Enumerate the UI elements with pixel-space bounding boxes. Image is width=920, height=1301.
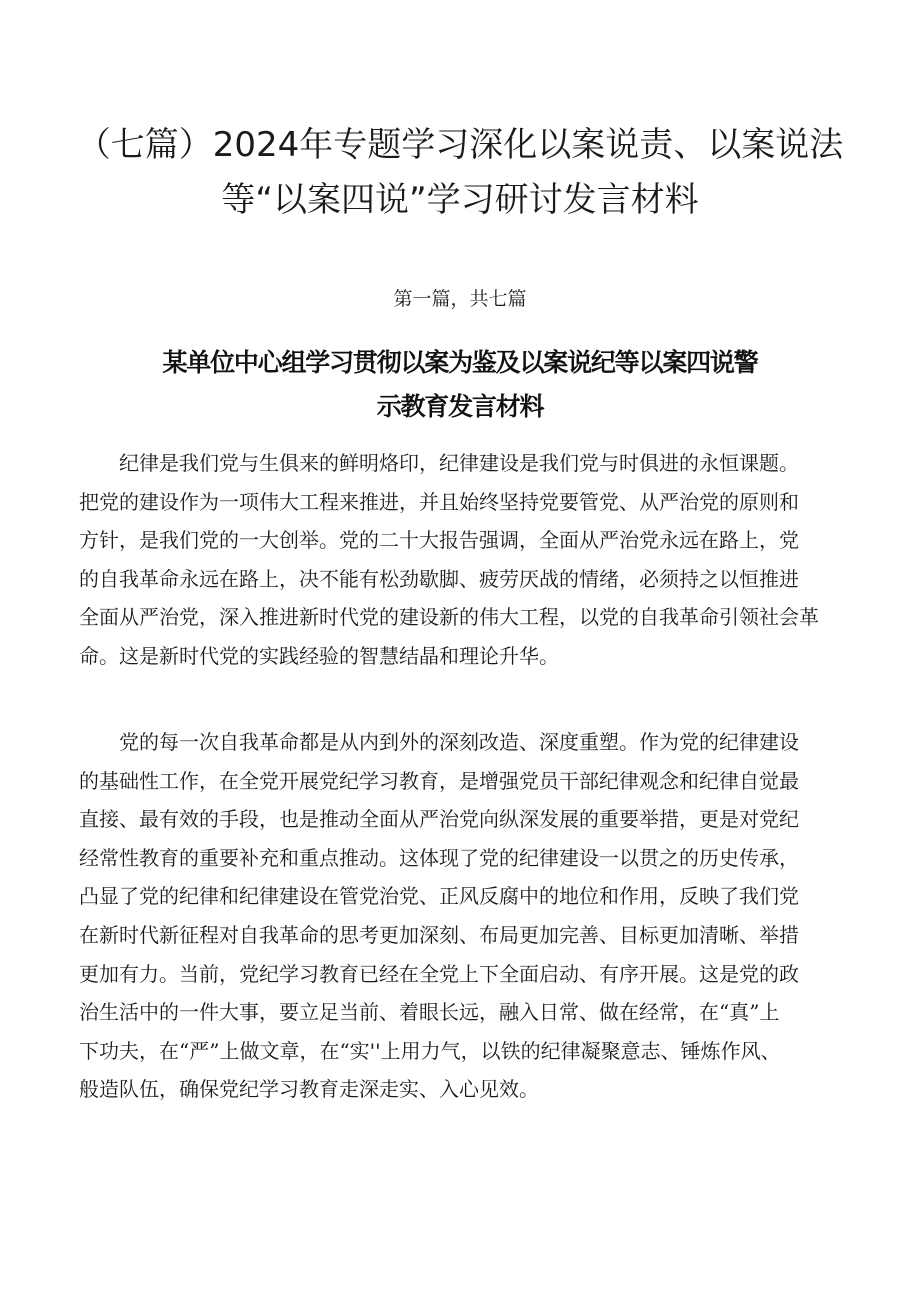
- section-title: [60, 341, 860, 429]
- paragraph-line: 般造队伍，确保党纪学习教育走深走实、入心见效。: [79, 1077, 539, 1102]
- document-title-line: 等“以案四说”学习研讨发言材料: [221, 180, 699, 220]
- paragraph-2: [79, 723, 864, 1109]
- paragraph-line: 直接、最有效的手段，也是推动全面从严治党向纵深发展的重要举措，更是对党纪: [79, 807, 799, 832]
- paragraph-line: 在新时代新征程对自我革命的思考更加深刻、布局更加完善、目标更加清晰、举措: [79, 922, 799, 947]
- paragraph-1: [79, 444, 864, 676]
- paragraph-line: 纪律是我们党与生俱来的鲜明烙印，纪律建设是我们党与时俱进的永恒课题。: [79, 451, 799, 475]
- paragraph-line: 治生活中的一件大事，要立足当前、着眼长远，融入日常、做在经常，在“真”上: [79, 1000, 780, 1025]
- paragraph-line: 党的每一次自我革命都是从内到外的深刻改造、深度重塑。作为党的纪律建设: [79, 730, 799, 754]
- paragraph-line: 经常性教育的重要补充和重点推动。这体现了党的纪律建设一以贯之的历史传承，: [79, 845, 799, 870]
- paragraph-line: 命。这是新时代党的实践经验的智慧结晶和理论升华。: [79, 643, 559, 668]
- paragraph-line: 方针，是我们党的一大创举。党的二十大报告强调，全面从严治党永远在路上，党: [79, 528, 799, 553]
- paragraph-line: 的基础性工作，在全党开展党纪学习教育，是增强党员干部纪律观念和纪律自觉最: [79, 768, 799, 793]
- document-title-line: （七篇）2024年专题学习深化以案说责、以案说法: [76, 125, 844, 165]
- part-label: 第一篇，共七篇: [393, 288, 527, 310]
- paragraph-line: 全面从严治党，深入推进新时代党的建设新的伟大工程，以党的自我革命引领社会革: [79, 605, 819, 630]
- section-title-line: 示教育发言材料: [376, 392, 544, 421]
- paragraph-line: 凸显了党的纪律和纪律建设在管党治党、正风反腐中的地位和作用，反映了我们党: [79, 884, 799, 909]
- paragraph-line: 把党的建设作为一项伟大工程来推进，并且始终坚持党要管党、从严治党的原则和: [79, 489, 799, 514]
- paragraph-line: 的自我革命永远在路上，决不能有松劲歇脚、疲劳厌战的情绪，必须持之以恒推进: [79, 566, 799, 591]
- paragraph-line: 下功夫，在“严”上做文章，在“实''上用力气，以铁的纪律凝聚意志、锤炼作风、: [79, 1038, 781, 1063]
- paragraph-line: 更加有力。当前，党纪学习教育已经在全党上下全面启动、有序开展。这是党的政: [79, 961, 799, 986]
- document-title: [40, 118, 880, 228]
- section-title-line: 某单位中心组学习贯彻以案为鉴及以案说纪等以案四说警: [162, 348, 758, 377]
